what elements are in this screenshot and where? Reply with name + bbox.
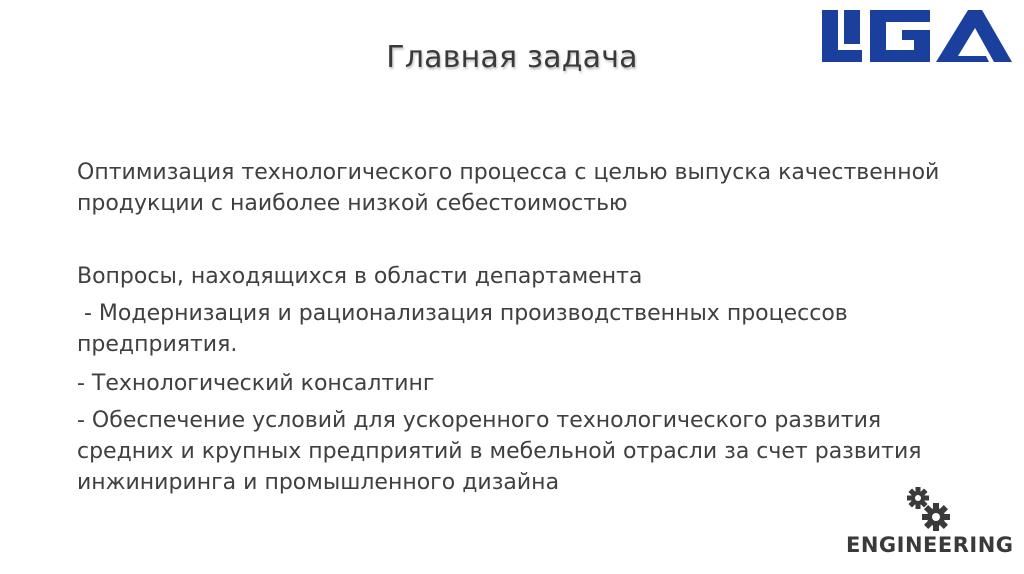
liga-logo [818,8,1014,64]
page-title: Главная задача [386,40,638,75]
engineering-label: ENGINEERING [846,533,1014,557]
gears-icon [905,485,953,533]
list-item: - Технологический консалтинг [77,371,435,396]
main-task-paragraph: Оптимизация технологического процесса с целью выпуска качественной продукции с наиболее низкой себестоимостью [77,160,940,216]
department-questions-heading: Вопросы, находящихся в области департамента [77,264,643,289]
list-item: - Обеспечение условий для ускоренного технологического развития средних и крупных предприятий в мебельной отрасли за счет развития инжиниринга и промышленного дизайна [77,408,922,495]
list-item: - Модернизация и рационализация производственных процессов предприятия. [77,301,855,357]
